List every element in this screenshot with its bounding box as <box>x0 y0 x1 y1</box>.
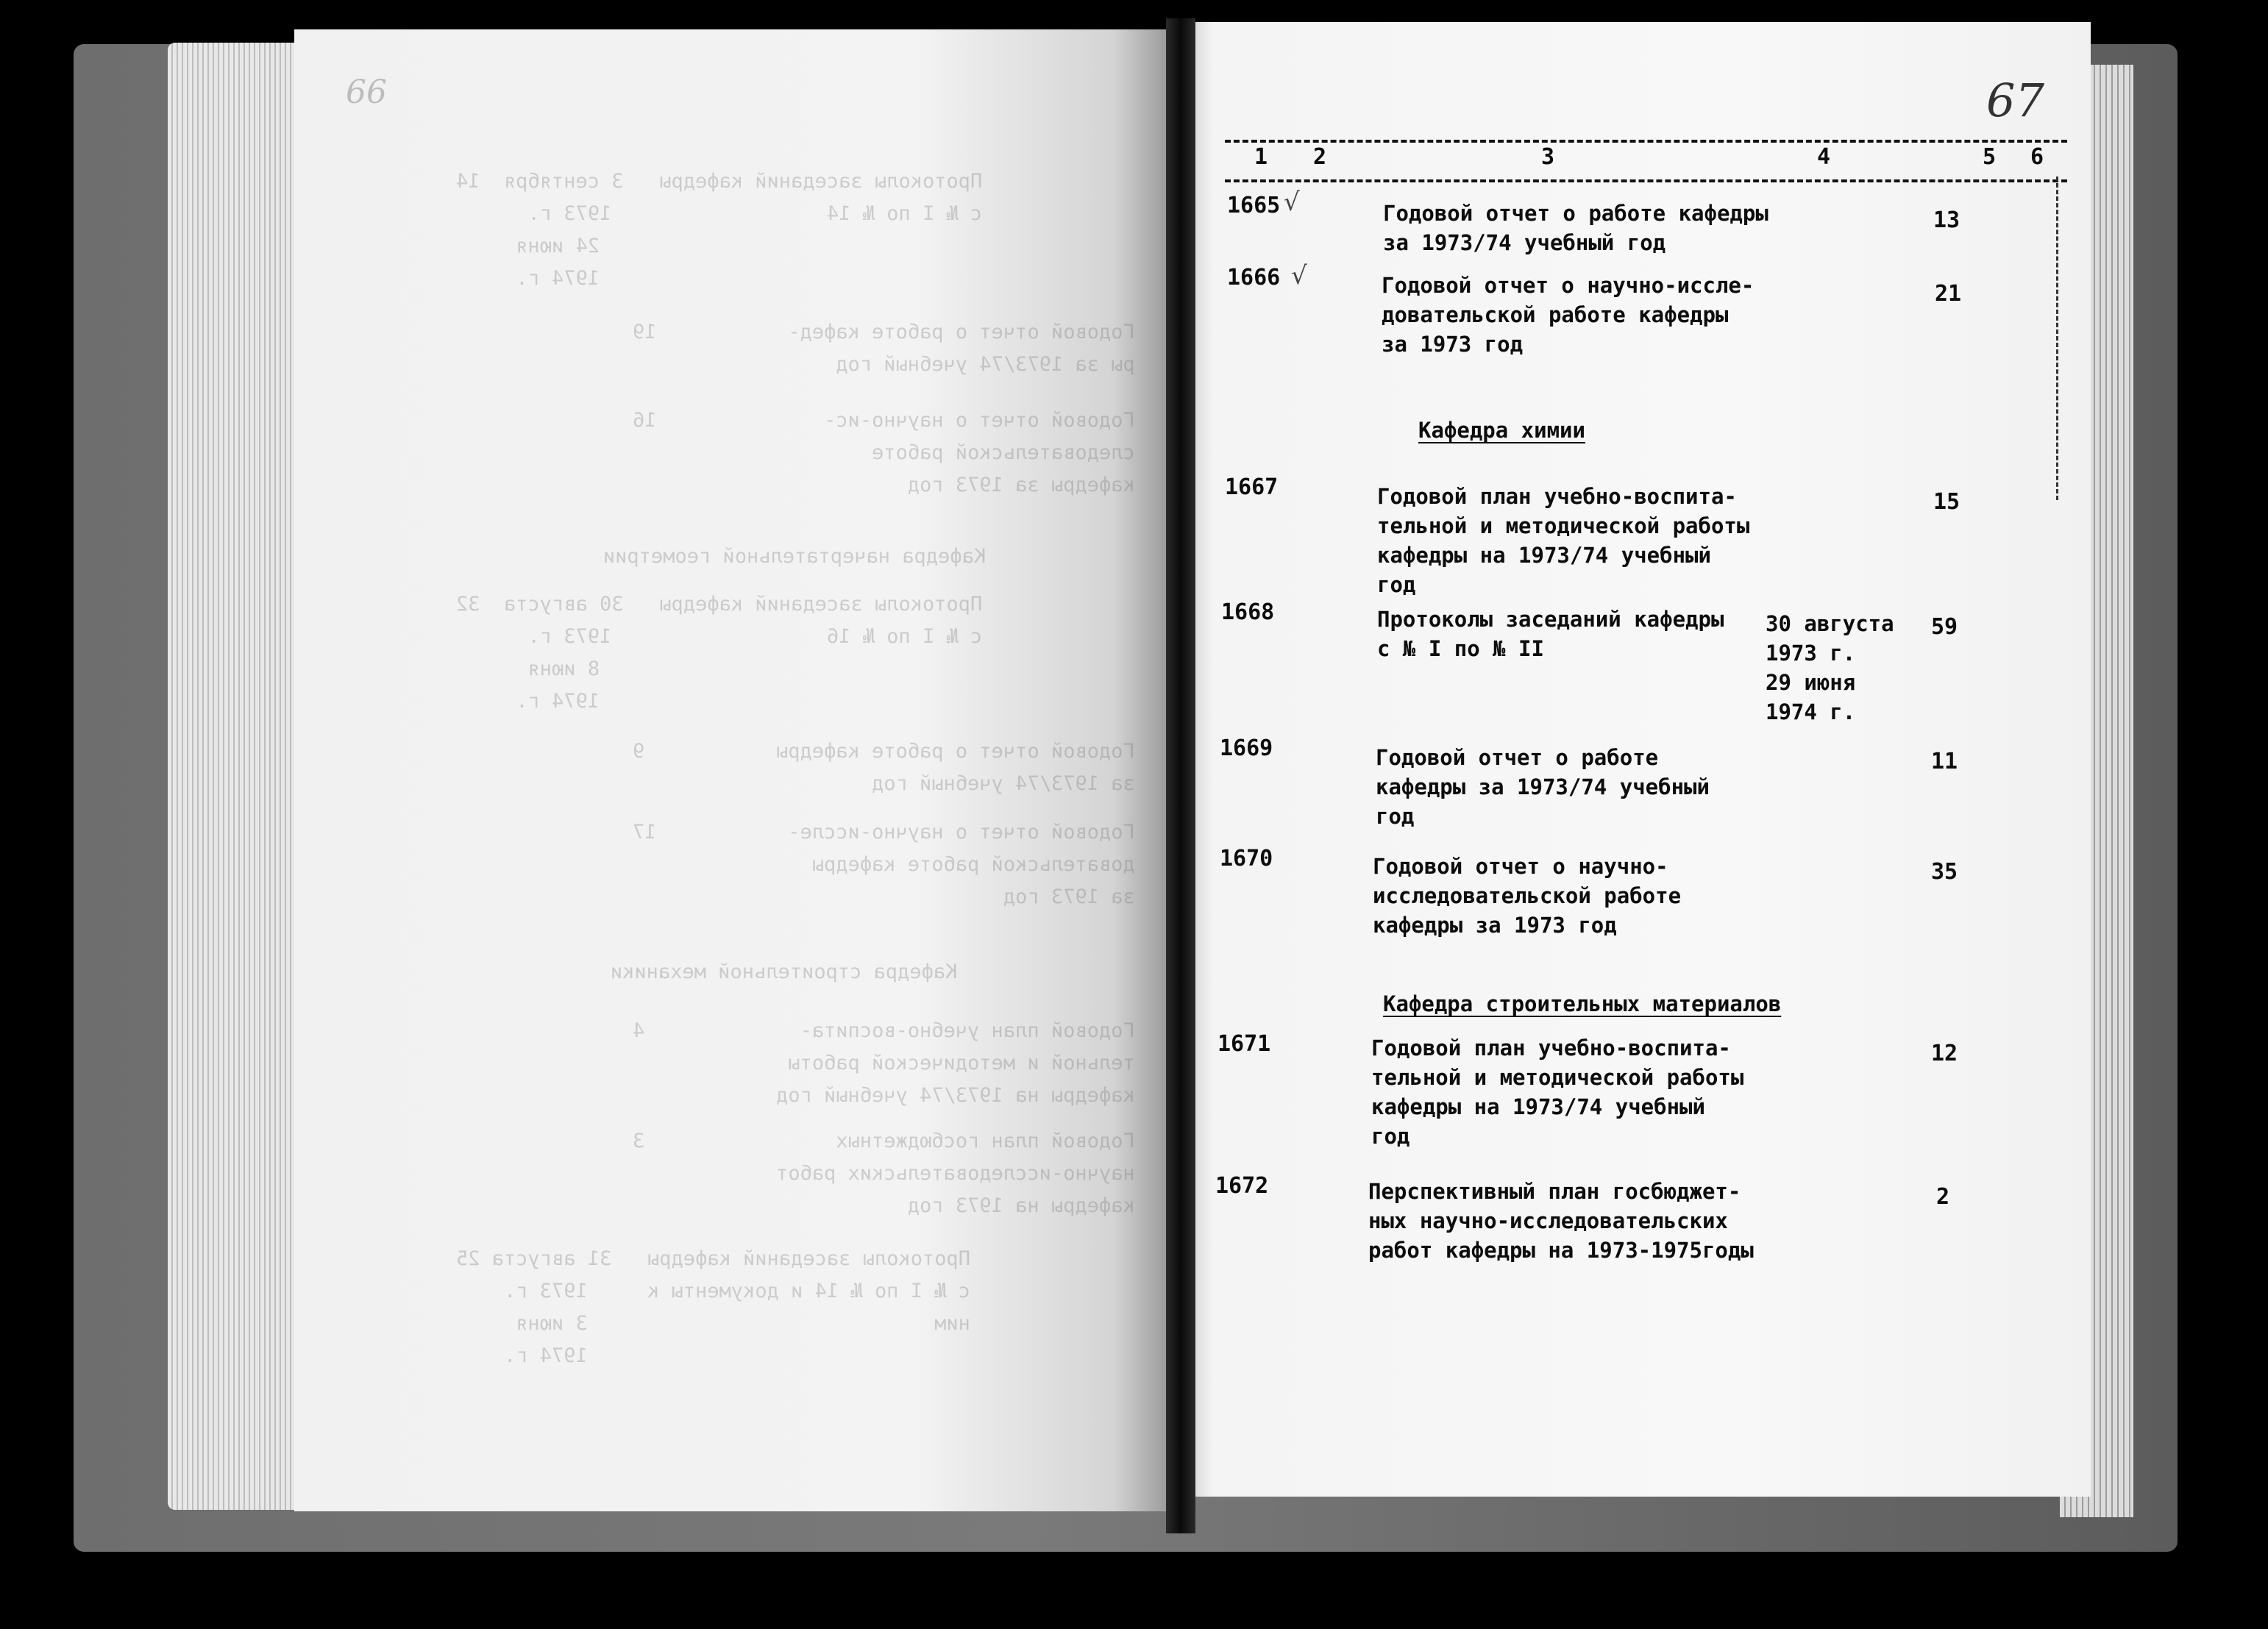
ghost-text-block: Годовой план учебно-воспита- 4 тельной и методической работы кафедры на 1973/74 учебный год <box>633 1019 1135 1107</box>
column-rule <box>2056 177 2058 500</box>
sheet-count: 12 <box>1931 1041 1958 1066</box>
entry-number: 1665 <box>1227 193 1281 218</box>
entry-title: Протоколы заседаний кафедры с № I по № II <box>1377 607 1724 661</box>
column-header: 2 <box>1313 144 1327 170</box>
sheet-count: 15 <box>1933 489 1960 515</box>
entry-title: Годовой план учебно-воспита- тельной и методической работы кафедры на 1973/74 учебный год <box>1371 1035 1744 1149</box>
entry-number: 1666 <box>1227 265 1281 290</box>
ghost-text-block: Годовой отчет о работе кафед- 19 ры за 1973/74 учебный год <box>633 321 1135 376</box>
entry-title: Перспективный план госбюджет- ных научно-исследовательских работ кафедры на 1973-1975годы <box>1368 1179 1754 1263</box>
column-header: 4 <box>1817 144 1831 170</box>
ghost-text-block: Протоколы заседаний кафедры 30 августа 32 с № I по № 16 1973 г. 8 июня 1974 г. <box>456 593 983 713</box>
sheet-count: 11 <box>1931 749 1958 774</box>
column-header: 6 <box>2030 144 2044 170</box>
column-header: 5 <box>1983 144 1997 170</box>
ghost-text-block: Протоколы заседаний кафедры 31 августа 25 с № I по № 14 и документы к 1973 г. ним 3 июня 1974 г. <box>456 1247 970 1367</box>
entry-number: 1672 <box>1215 1173 1269 1199</box>
entry-number: 1669 <box>1220 735 1273 761</box>
check-mark-icon: √ <box>1291 261 1307 290</box>
page-folio-number: 67 <box>1986 74 2044 127</box>
entry-number: 1667 <box>1225 474 1279 500</box>
entry-date-range: 30 августа 1973 г. 29 июня 1974 г. <box>1766 611 1894 724</box>
book-gutter <box>1166 18 1195 1533</box>
sheet-count: 21 <box>1935 281 1962 307</box>
left-page-folio: 66 <box>346 74 387 111</box>
sheet-count: 2 <box>1936 1184 1950 1210</box>
entry-title: Годовой отчет о научно-иссле- довательской работе кафедры за 1973 год <box>1382 273 1755 357</box>
entry-number: 1671 <box>1217 1031 1271 1057</box>
ghost-text-block: Годовой отчет о научно-ис- 16 следовательской работе кафедры за 1973 год <box>633 409 1135 496</box>
sheet-count: 13 <box>1933 207 1960 233</box>
ghost-text-block: Годовой отчет о работе кафедры 9 за 1973/74 учебный год <box>633 740 1135 795</box>
check-mark-icon: √ <box>1284 188 1300 217</box>
column-header: 3 <box>1541 144 1555 170</box>
entry-title: Годовой отчет о работе кафедры за 1973/74 учебный год <box>1376 745 1710 829</box>
entry-title: Годовой отчет о научно- исследовательской работе кафедры за 1973 год <box>1373 854 1682 938</box>
ghost-text-block: Годовой отчет о научно-иссле- 17 довательской работе кафедры за 1973 год <box>633 821 1135 908</box>
table-header-row <box>1225 140 2067 182</box>
sheet-count: 35 <box>1931 859 1958 885</box>
ghost-text-block: Годовой план госбюджетных 3 научно-исследовательских работ кафедры на 1973 год <box>633 1130 1135 1217</box>
section-heading: Кафедра строительных материалов <box>1383 991 1782 1016</box>
ghost-text-block: Кафедра строительной механики <box>611 960 958 983</box>
sheet-count: 59 <box>1931 614 1958 640</box>
entry-number: 1668 <box>1221 599 1275 625</box>
entry-number: 1670 <box>1220 846 1273 871</box>
entry-title: Годовой отчет о работе кафедры за 1973/74 учебный год <box>1383 201 1768 255</box>
ghost-text-block: Протоколы заседаний кафедры 3 сентября 14 с № I по № 14 1973 г. 24 июня 1974 г. <box>456 170 983 290</box>
ghost-text-block: Кафедра начертательной геометрии <box>603 545 987 568</box>
section-heading: Кафедра химии <box>1418 418 1585 443</box>
column-header: 1 <box>1254 144 1268 170</box>
entry-title: Годовой план учебно-воспита- тельной и методической работы кафедры на 1973/74 учебный год <box>1377 484 1750 597</box>
